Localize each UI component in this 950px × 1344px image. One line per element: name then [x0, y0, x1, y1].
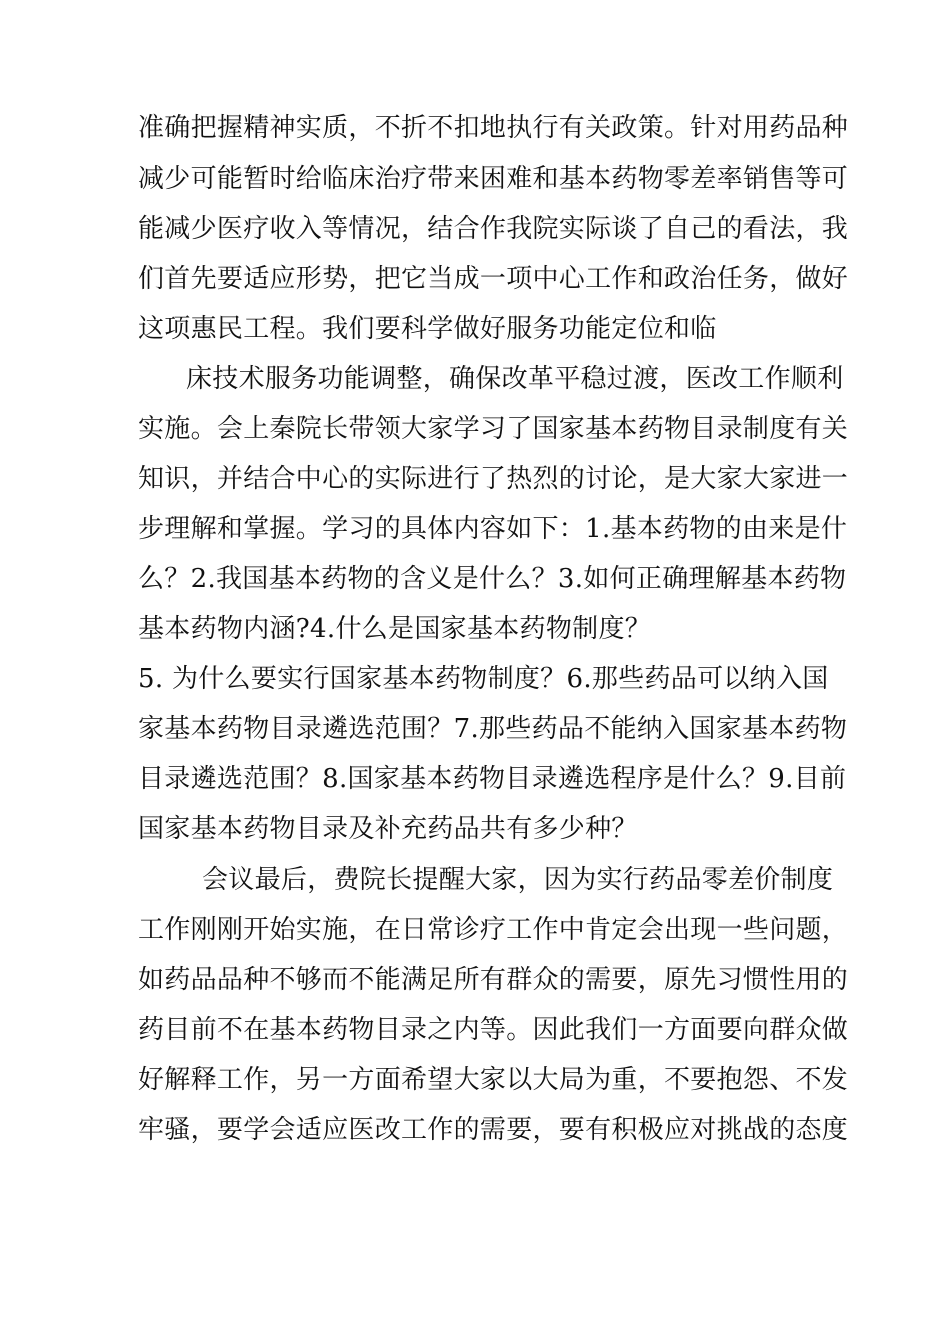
- text-line: 这项惠民工程。我们要科学做好服务功能定位和临: [138, 314, 717, 344]
- text-line: 药目前不在基本药物目录之内等。因此我们一方面要向群众做: [138, 1015, 849, 1045]
- text-line: 5. 为什么要实行国家基本药物制度？6.那些药品可以纳入国: [138, 664, 829, 694]
- text-line: 能减少医疗收入等情况，结合作我院实际谈了自己的看法，我: [138, 214, 849, 244]
- text-line: 国家基本药物目录及补充药品共有多少种？: [138, 814, 638, 844]
- text-line: 们首先要适应形势，把它当成一项中心工作和政治任务，做好: [138, 264, 849, 294]
- text-line: 么？2.我国基本药物的含义是什么？3.如何正确理解基本药物: [138, 564, 847, 594]
- paragraph-start-line: 会议最后，费院长提醒大家，因为实行药品零差价制度: [202, 865, 834, 895]
- text-line: 如药品品种不够而不能满足所有群众的需要，原先习惯性用的: [138, 965, 849, 995]
- text-line: 知识，并结合中心的实际进行了热烈的讨论，是大家大家进一: [138, 464, 849, 494]
- text-line: 目录遴选范围？8.国家基本药物目录遴选程序是什么？9.目前: [138, 764, 847, 794]
- text-line: 减少可能暂时给临床治疗带来困难和基本药物零差率销售等可: [138, 164, 849, 194]
- text-line: 基本药物内涵?4.什么是国家基本药物制度？: [138, 614, 652, 644]
- text-line: 实施。会上秦院长带领大家学习了国家基本药物目录制度有关: [138, 414, 849, 444]
- paragraph-start-line: 床技术服务功能调整，确保改革平稳过渡，医改工作顺利: [186, 364, 844, 394]
- text-line: 牢骚，要学会适应医改工作的需要，要有积极应对挑战的态度: [138, 1115, 849, 1145]
- text-line: 工作刚刚开始实施，在日常诊疗工作中肯定会出现一些问题，: [138, 915, 849, 945]
- text-line: 准确把握精神实质，不折不扣地执行有关政策。针对用药品种: [138, 113, 849, 143]
- text-line: 步理解和掌握。学习的具体内容如下：1.基本药物的由来是什: [138, 514, 848, 544]
- text-line: 家基本药物目录遴选范围？7.那些药品不能纳入国家基本药物: [138, 714, 848, 744]
- text-line: 好解释工作，另一方面希望大家以大局为重，不要抱怨、不发: [138, 1065, 849, 1095]
